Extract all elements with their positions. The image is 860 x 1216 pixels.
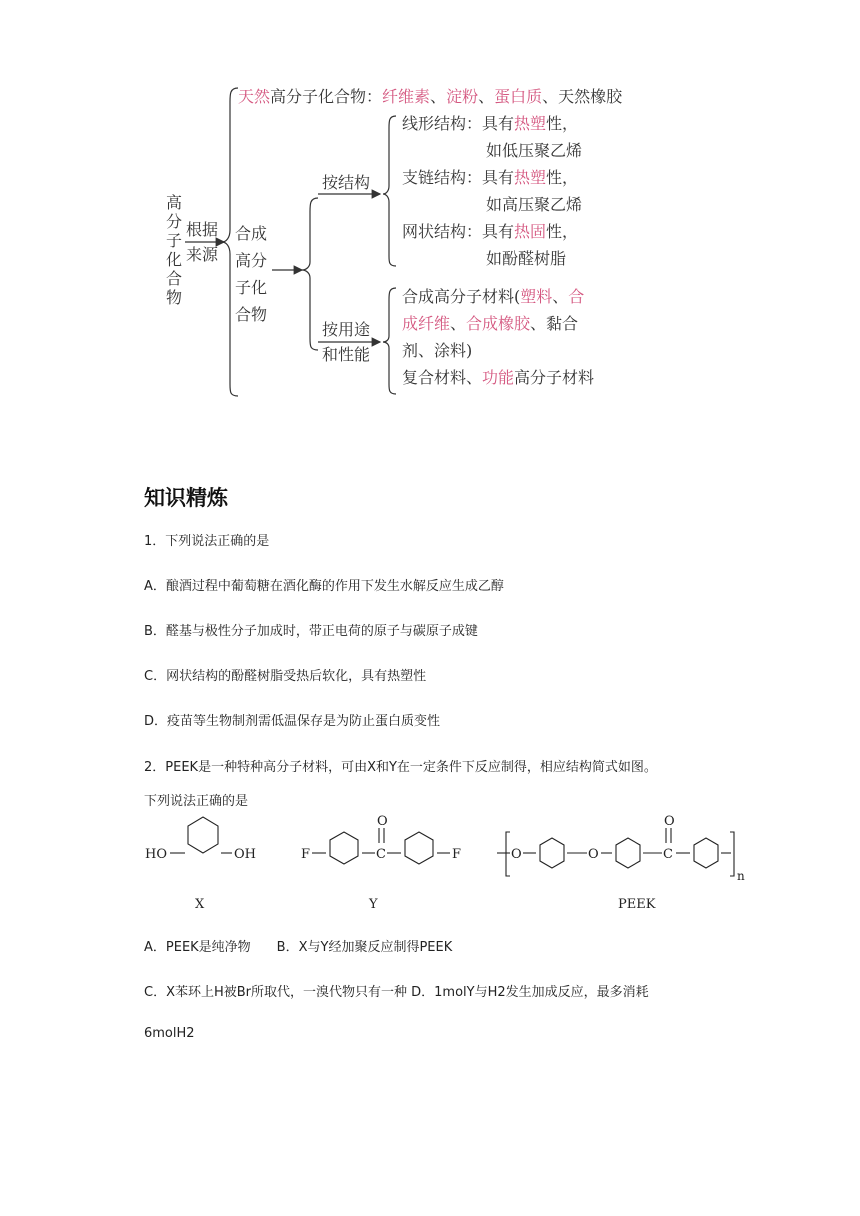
- network-example: 如酚醛树脂: [486, 249, 567, 268]
- peek-carbonyl-c: C: [663, 847, 673, 862]
- synthetic-label-2: 高分: [235, 251, 268, 270]
- y-left-f: F: [301, 847, 311, 862]
- x-left-group: HO: [145, 847, 167, 862]
- q1-option-c: C．网状结构的酚醛树脂受热后软化，具有热塑性: [144, 669, 427, 684]
- peek-o2: O: [588, 847, 599, 862]
- q2-options-cd: C．X苯环上H被Br所取代，一溴代物只有一种 D．1molY与H2发生加成反应，最多消耗: [144, 985, 649, 1000]
- y-carbonyl-o: O: [377, 814, 388, 829]
- natural-polymers-line: 天然高分子化合物：纤维素、淀粉、蛋白质、天然橡胶: [238, 87, 623, 106]
- materials-line-2: 成纤维、合成橡胶、黏合: [402, 314, 579, 333]
- peek-bracket-right: [730, 832, 734, 876]
- root-label: 高 分 子 化 合 物: [165, 193, 182, 307]
- linear-structure: 线形结构：具有热塑性，: [402, 114, 579, 133]
- synthetic-label-1: 合成: [235, 224, 268, 243]
- q2-stem-line2: 下列说法正确的是: [144, 794, 249, 809]
- x-label: X: [195, 897, 205, 912]
- section-title: 知识精炼: [144, 486, 228, 510]
- peek-o1: O: [511, 847, 522, 862]
- synthetic-label-4: 合物: [235, 305, 268, 324]
- peek-label: PEEK: [618, 897, 656, 912]
- network-structure: 网状结构：具有热固性，: [402, 222, 579, 241]
- source-label-1: 根据: [186, 220, 219, 239]
- peek-ring-1: [540, 838, 564, 868]
- y-right-f: F: [452, 847, 462, 862]
- y-carbonyl-c: C: [376, 847, 386, 862]
- materials-line-1: 合成高分子材料(塑料、合: [402, 287, 585, 306]
- q1-option-b: B．醛基与极性分子加成时，带正电荷的原子与碳原子成键: [144, 624, 478, 639]
- synthetic-brace: [302, 198, 318, 350]
- q2-option-d-cont: 6molH2: [144, 1026, 195, 1041]
- branched-structure: 支链结构：具有热塑性，: [402, 168, 579, 187]
- q2-stem-line1: 2．PEEK是一种特种高分子材料，可由X和Y在一定条件下反应制得，相应结构简式如图。: [144, 760, 657, 775]
- chemical-structures: [0, 810, 860, 920]
- y-ring-right: [405, 832, 433, 864]
- by-structure-label: 按结构: [322, 173, 371, 192]
- q2-options-ab: A．PEEK是纯净物 B．X与Y经加聚反应制得PEEK: [144, 940, 453, 955]
- materials-line-3: 剂、涂料): [402, 341, 473, 360]
- peek-carbonyl-o: O: [664, 814, 675, 829]
- structure-brace: [383, 116, 396, 266]
- q1-option-a: A．酿酒过程中葡萄糖在酒化酶的作用下发生水解反应生成乙醇: [144, 579, 504, 594]
- source-label-2: 来源: [186, 245, 219, 264]
- x-benzene-ring: [188, 817, 218, 853]
- peek-bracket-left: [506, 832, 510, 876]
- y-ring-left: [330, 832, 358, 864]
- peek-ring-3: [694, 838, 718, 868]
- by-use-label-2: 和性能: [322, 345, 371, 364]
- peek-subscript: n: [737, 869, 745, 883]
- materials-line-4: 复合材料、功能高分子材料: [402, 368, 595, 387]
- linear-example: 如低压聚乙烯: [486, 141, 583, 160]
- y-label: Y: [369, 897, 378, 912]
- q1-option-d: D．疫苗等生物制剂需低温保存是为防止蛋白质变性: [144, 714, 441, 729]
- peek-ring-2: [616, 838, 640, 868]
- materials-brace: [383, 288, 396, 394]
- branched-example: 如高压聚乙烯: [486, 195, 583, 214]
- q1-stem: 1．下列说法正确的是: [144, 534, 270, 549]
- synthetic-label-3: 子化: [235, 278, 268, 297]
- x-right-group: OH: [234, 847, 256, 862]
- by-use-label-1: 按用途: [322, 320, 371, 339]
